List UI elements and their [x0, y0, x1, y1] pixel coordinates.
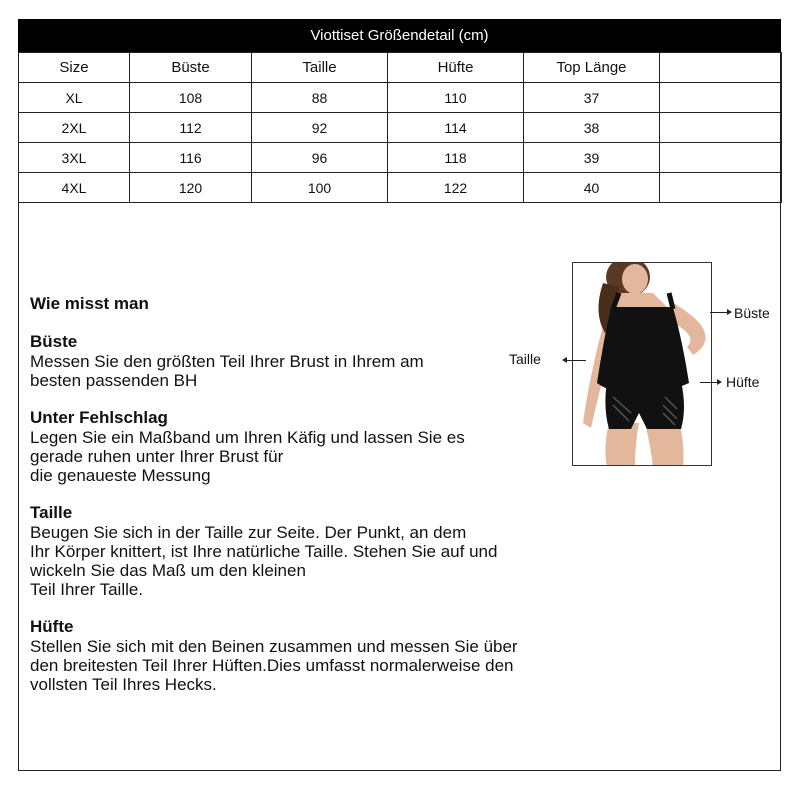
size-table	[18, 52, 782, 203]
table-cell: 116	[130, 143, 252, 173]
table-row	[19, 83, 782, 113]
table-cell: 39	[524, 143, 660, 173]
table-cell: 3XL	[19, 143, 130, 173]
header-cell: Hüfte	[388, 53, 524, 83]
section-title: Unter Fehlschlag	[30, 408, 168, 427]
measure-guide	[30, 294, 590, 712]
guide-section-waist	[30, 503, 590, 599]
header-cell: Taille	[252, 53, 388, 83]
table-cell: 38	[524, 113, 660, 143]
table-cell: 118	[388, 143, 524, 173]
table-cell	[660, 143, 782, 173]
table-cell	[660, 113, 782, 143]
table-header-row	[19, 53, 782, 83]
table-row	[19, 173, 782, 203]
table-cell: 4XL	[19, 173, 130, 203]
label-bust: Büste	[734, 305, 770, 321]
section-title: Hüfte	[30, 617, 74, 636]
hip-arrow	[700, 382, 720, 383]
table-cell: 112	[130, 113, 252, 143]
table-cell: 37	[524, 83, 660, 113]
table-cell: 114	[388, 113, 524, 143]
model-photo	[572, 262, 712, 466]
header-cell: Size	[19, 53, 130, 83]
label-waist: Taille	[509, 351, 541, 367]
table-cell	[660, 83, 782, 113]
waist-arrow	[564, 360, 586, 361]
section-title: Büste	[30, 332, 78, 351]
section-text: Legen Sie ein Maßband um Ihren Käfig und lassen Sie es gerade ruhen unter Ihrer Brust für die genaueste Messung	[30, 428, 465, 485]
table-cell: 88	[252, 83, 388, 113]
chart-title: Viottiset Größendetail (cm)	[18, 19, 781, 52]
table-cell: XL	[19, 83, 130, 113]
guide-section-bust	[30, 332, 590, 390]
section-title: Taille	[30, 503, 73, 522]
model-illustration	[573, 263, 712, 466]
table-cell	[660, 173, 782, 203]
table-cell: 108	[130, 83, 252, 113]
guide-section-hip	[30, 617, 590, 694]
table-cell: 122	[388, 173, 524, 203]
header-cell: Top Länge	[524, 53, 660, 83]
section-text: Messen Sie den größten Teil Ihrer Brust in Ihrem am besten passenden BH	[30, 352, 424, 390]
guide-section-underbust	[30, 408, 590, 485]
table-cell: 92	[252, 113, 388, 143]
guide-heading: Wie misst man	[30, 294, 149, 313]
header-cell	[660, 53, 782, 83]
table-cell: 2XL	[19, 113, 130, 143]
table-cell: 40	[524, 173, 660, 203]
header-cell: Büste	[130, 53, 252, 83]
table-cell: 100	[252, 173, 388, 203]
section-text: Stellen Sie sich mit den Beinen zusammen und messen Sie über den breitesten Teil Ihrer Hüften.Dies umfasst normalerweise den vollsten Teil Ihres Hecks.	[30, 637, 518, 694]
label-hip: Hüfte	[726, 374, 760, 390]
section-text: Beugen Sie sich in der Taille zur Seite. Der Punkt, an dem Ihr Körper knittert, ist Ihre natürliche Taille. Stehen Sie auf und wickeln Sie das Maß um den kleinen Teil Ihrer Taille.	[30, 523, 498, 599]
table-row	[19, 113, 782, 143]
table-cell: 120	[130, 173, 252, 203]
table-row	[19, 143, 782, 173]
bust-arrow	[710, 312, 730, 313]
table-cell: 96	[252, 143, 388, 173]
table-cell: 110	[388, 83, 524, 113]
